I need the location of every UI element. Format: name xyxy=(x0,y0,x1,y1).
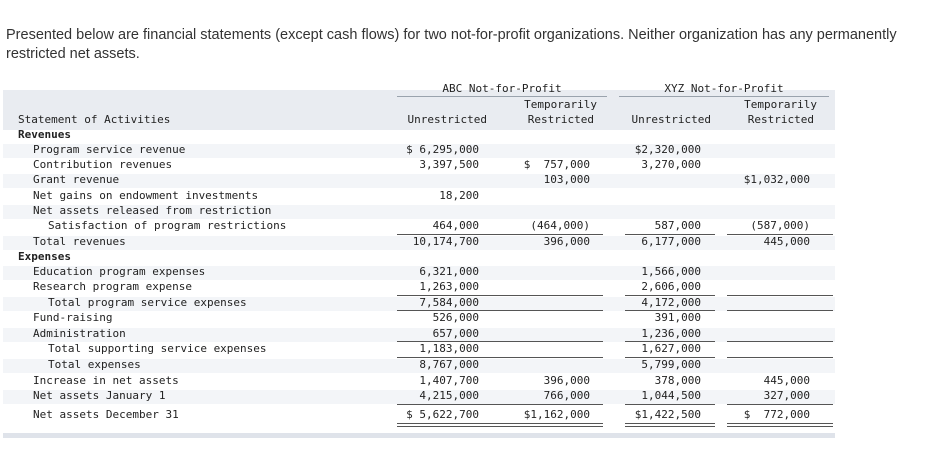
amount-abc-r: 103,000 xyxy=(543,173,590,186)
amount-abc-u: 3,397,500 xyxy=(419,158,479,171)
row-label: Total supporting service expenses xyxy=(48,342,267,355)
problem-statement: Presented below are financial statements (except cash flows) for two not-for-profit organizations. Neither organization has any permanently restricted net assets. xyxy=(6,27,897,62)
amount-abc-u: 4,215,000 xyxy=(419,389,479,402)
amount-abc-u: 8,767,000 xyxy=(419,358,479,371)
abc-header-rule xyxy=(397,96,607,97)
underline-rule xyxy=(397,295,507,296)
amount-abc-r: (464,000) xyxy=(530,219,590,232)
amount-abc-u: 1,183,000 xyxy=(419,342,479,355)
amount-abc-u: 464,000 xyxy=(432,219,479,232)
row-label: Increase in net assets xyxy=(33,374,179,387)
xyz-temporarily-header: Temporarily xyxy=(744,98,817,111)
underline-rule xyxy=(503,404,603,405)
underline-rule xyxy=(625,234,715,235)
row-label: Satisfaction of program restrictions xyxy=(48,219,287,232)
double-rule xyxy=(727,426,833,427)
underline-rule xyxy=(625,404,715,405)
underline-rule xyxy=(397,341,507,342)
double-rule xyxy=(397,426,507,427)
amount-abc-u: 10,174,700 xyxy=(412,235,479,248)
underline-rule xyxy=(503,234,603,235)
amount-xyz-u: 2,606,000 xyxy=(641,280,701,293)
underline-rule xyxy=(625,341,715,342)
underline-rule xyxy=(727,310,833,311)
row-label: Contribution revenues xyxy=(33,158,173,171)
underline-rule xyxy=(503,357,603,358)
double-rule xyxy=(625,423,715,424)
row-label: Program service revenue xyxy=(33,143,186,156)
amount-abc-u: 526,000 xyxy=(432,311,479,324)
amount-abc-u: $ 5,622,700 xyxy=(406,408,479,421)
amount-xyz-u: 1,236,000 xyxy=(641,327,701,340)
amount-xyz-r: $1,032,000 xyxy=(743,173,810,186)
double-rule xyxy=(625,426,715,427)
amount-abc-r: 766,000 xyxy=(543,389,590,402)
amount-xyz-r: (587,000) xyxy=(750,219,810,232)
amount-abc-u: 6,321,000 xyxy=(419,265,479,278)
amount-xyz-r: 445,000 xyxy=(763,374,810,387)
abc-restricted-header: Restricted xyxy=(527,113,594,126)
row-label: Fund-raising xyxy=(33,311,113,324)
amount-abc-r: 396,000 xyxy=(543,374,590,387)
amount-abc-u: 1,407,700 xyxy=(419,374,479,387)
row-label: Net gains on endowment investments xyxy=(33,189,259,202)
amount-xyz-r: 327,000 xyxy=(763,389,810,402)
amount-abc-r: $1,162,000 xyxy=(523,408,590,421)
xyz-unrestricted-header: Unrestricted xyxy=(631,113,711,126)
underline-rule xyxy=(397,310,507,311)
amount-xyz-u: 1,627,000 xyxy=(641,342,701,355)
row-label: Total program service expenses xyxy=(48,296,247,309)
amount-xyz-u: 6,177,000 xyxy=(641,235,701,248)
amount-abc-u: 1,263,000 xyxy=(419,280,479,293)
amount-xyz-u: $2,320,000 xyxy=(634,143,701,156)
underline-rule xyxy=(625,310,715,311)
row-label: Expenses xyxy=(18,250,71,263)
underline-rule xyxy=(397,357,507,358)
underline-rule xyxy=(397,234,507,235)
amount-xyz-r: $ 772,000 xyxy=(743,408,810,421)
amount-xyz-u: 4,172,000 xyxy=(641,296,701,309)
xyz-restricted-header: Restricted xyxy=(747,113,814,126)
underline-rule xyxy=(727,234,833,235)
underline-rule xyxy=(397,404,507,405)
amount-xyz-r: 445,000 xyxy=(763,235,810,248)
statement-of-activities-table xyxy=(3,80,835,440)
double-rule xyxy=(503,426,603,427)
amount-abc-u: 657,000 xyxy=(432,327,479,340)
amount-xyz-u: 5,799,000 xyxy=(641,358,701,371)
amount-abc-u: 18,200 xyxy=(439,189,479,202)
double-rule xyxy=(397,423,507,424)
amount-xyz-u: 587,000 xyxy=(654,219,701,232)
underline-rule xyxy=(625,295,715,296)
underline-rule xyxy=(727,341,833,342)
row-label: Total expenses xyxy=(48,358,141,371)
amount-xyz-u: 378,000 xyxy=(654,374,701,387)
double-rule xyxy=(503,423,603,424)
row-label: Grant revenue xyxy=(33,173,120,186)
abc-org-header: ABC Not-for-Profit xyxy=(442,82,562,95)
underline-rule xyxy=(503,310,603,311)
underline-rule xyxy=(503,295,603,296)
amount-abc-u: $ 6,295,000 xyxy=(406,143,479,156)
amount-xyz-u: 391,000 xyxy=(654,311,701,324)
row-label: Net assets December 31 xyxy=(33,408,179,421)
amount-xyz-u: 1,566,000 xyxy=(641,265,701,278)
amount-xyz-u: 1,044,500 xyxy=(641,389,701,402)
underline-rule xyxy=(727,357,833,358)
abc-temporarily-header: Temporarily xyxy=(524,98,597,111)
amount-abc-r: 396,000 xyxy=(543,235,590,248)
amount-xyz-u: 3,270,000 xyxy=(641,158,701,171)
amount-abc-r: $ 757,000 xyxy=(523,158,590,171)
bottom-band xyxy=(3,433,835,438)
underline-rule xyxy=(727,295,833,296)
underline-rule xyxy=(625,357,715,358)
row-label: Administration xyxy=(33,327,126,340)
row-label: Research program expense xyxy=(33,280,192,293)
underline-rule xyxy=(727,404,833,405)
statement-title: Statement of Activities xyxy=(18,113,171,126)
abc-unrestricted-header: Unrestricted xyxy=(407,113,487,126)
xyz-org-header: XYZ Not-for-Profit xyxy=(664,82,784,95)
row-label: Net assets released from restriction xyxy=(33,204,272,217)
row-label: Net assets January 1 xyxy=(33,389,166,402)
row-label: Revenues xyxy=(18,128,71,141)
underline-rule xyxy=(503,341,603,342)
row-label: Total revenues xyxy=(33,235,126,248)
double-rule xyxy=(727,423,833,424)
amount-xyz-u: $1,422,500 xyxy=(634,408,701,421)
amount-abc-u: 7,584,000 xyxy=(419,296,479,309)
xyz-header-rule xyxy=(619,96,829,97)
row-label: Education program expenses xyxy=(33,265,206,278)
